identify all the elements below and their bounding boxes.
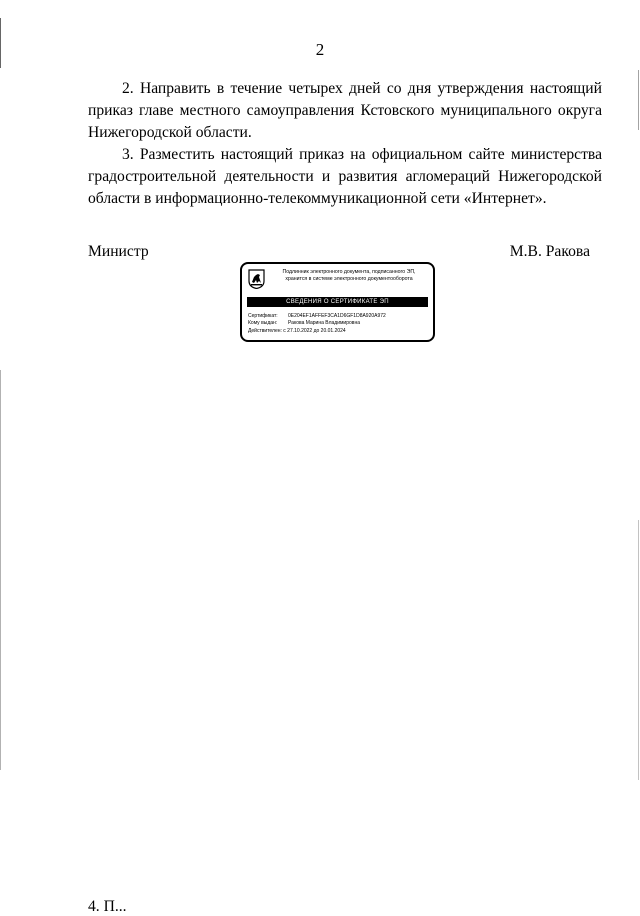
validity-row: Действителен: с 27.10.2022 до 20.01.2024 bbox=[248, 327, 346, 334]
stamp-notice bbox=[269, 269, 429, 283]
scan-edge-line-left bbox=[0, 370, 1, 770]
certificate-label: Сертификат: bbox=[248, 313, 278, 319]
issued-to-row bbox=[248, 320, 429, 327]
scan-edge-line-right bbox=[638, 70, 639, 130]
scan-edge-line-right-lower bbox=[638, 520, 639, 780]
document-body bbox=[88, 78, 602, 210]
stamp-header: СВЕДЕНИЯ О СЕРТИФИКАТЕ ЭП bbox=[247, 297, 428, 307]
paragraph-2: 2. Направить в течение четырех дней со дня утверждения настоящий приказ главе местного самоуправления Кстовского муниципального округа Нижегородской области. bbox=[88, 80, 602, 141]
stamp-notice-line-1: Подлинник электронного документа, подписанного ЭП, bbox=[282, 269, 416, 275]
coat-of-arms-icon bbox=[248, 269, 265, 289]
next-paragraph-fragment: 4. П... bbox=[88, 898, 127, 915]
page-number: 2 bbox=[315, 40, 325, 59]
signatory-position: Министр bbox=[88, 243, 149, 260]
paragraph-3: 3. Разместить настоящий приказ на официальном сайте министерства градостроительной деятельности и развития агломераций Нижегородской области в информационно-телекоммуникационной сети «Интернет». bbox=[88, 146, 602, 207]
certificate-value: 0E204EF1AFFEF3CA1D6GF1D8A920A972 bbox=[288, 313, 386, 319]
signatory-name: М.В. Ракова bbox=[509, 243, 590, 260]
stamp-details bbox=[248, 313, 429, 335]
electronic-signature-stamp bbox=[240, 262, 435, 342]
issued-to-value: Ракова Марина Владимировна bbox=[288, 320, 360, 327]
stamp-notice-line-2: хранится в системе электронного документооборота bbox=[285, 276, 413, 282]
issued-to-label: Кому выдан: bbox=[248, 320, 278, 327]
certificate-row bbox=[248, 313, 429, 320]
signature-block bbox=[88, 243, 590, 261]
